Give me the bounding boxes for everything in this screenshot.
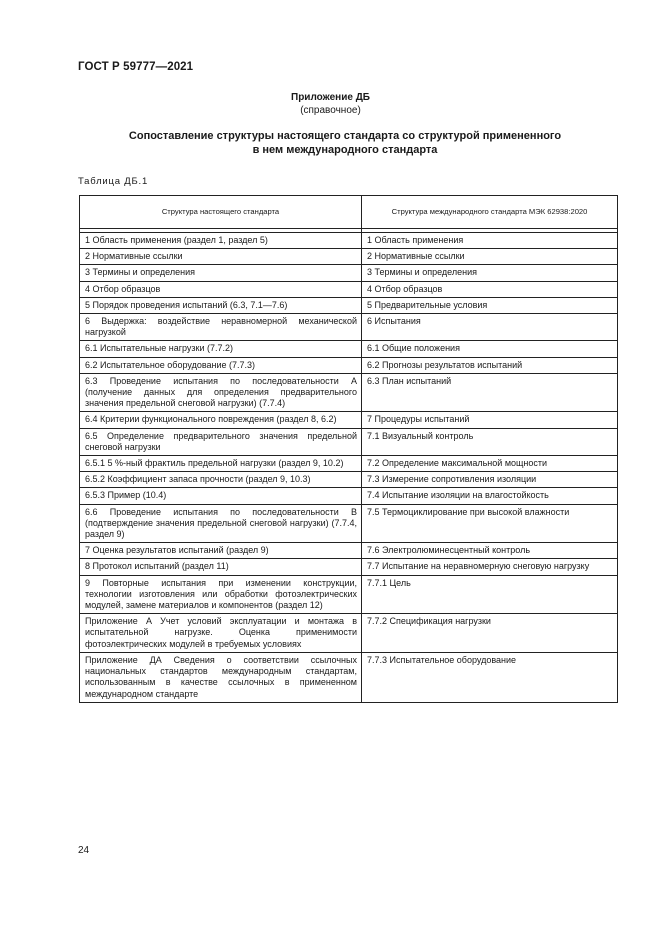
cell-national-section: 6.2 Испытательное оборудование (7.7.3) (80, 357, 362, 373)
table-body (80, 229, 618, 703)
cell-international-section: 7.7.1 Цель (362, 575, 618, 614)
cell-national-section: 6.5.1 5 %-ный фрактиль предельной нагрузки (раздел 9, 10.2) (80, 456, 362, 472)
cell-international-section: 7.3 Измерение сопротивления изоляции (362, 472, 618, 488)
table-row (80, 652, 618, 702)
table-row (80, 472, 618, 488)
cell-international-section: 7.7.2 Спецификация нагрузки (362, 614, 618, 653)
cell-national-section: 6.4 Критерии функционального повреждения (раздел 8, 6.2) (80, 412, 362, 428)
table-row (80, 233, 618, 249)
cell-international-section: 7.2 Определение максимальной мощности (362, 456, 618, 472)
section-title (110, 129, 580, 157)
cell-international-section: 7.4 Испытание изоляции на влагостойкость (362, 488, 618, 504)
cell-national-section: 6.6 Проведение испытания по последовательности В (подтверждение значения предельной снеговой нагрузки) (7.7.4, раздел 9) (80, 504, 362, 543)
table-caption: Таблица ДБ.1 (78, 176, 149, 187)
cell-national-section: 1 Область применения (раздел 1, раздел 5) (80, 233, 362, 249)
cell-international-section: 3 Термины и определения (362, 265, 618, 281)
structure-comparison-table (79, 195, 618, 703)
table-row (80, 373, 618, 412)
cell-national-section: 6.3 Проведение испытания по последовательности А (получение данных для определения предварительного значения предельной снеговой нагрузки) (7.7.4) (80, 373, 362, 412)
table-row (80, 281, 618, 297)
cell-national-section: Приложение А Учет условий эксплуатации и монтажа в испытательной нагрузке. Оценка применимости фотоэлектрических модулей в требуемых условиях (80, 614, 362, 653)
table-row (80, 357, 618, 373)
cell-national-section: 6.5 Определение предварительного значения предельной снеговой нагрузки (80, 428, 362, 455)
table-row (80, 456, 618, 472)
annex-subtitle: (справочное) (300, 105, 361, 116)
cell-international-section: 7 Процедуры испытаний (362, 412, 618, 428)
annex-heading (0, 91, 661, 117)
cell-international-section: 2 Нормативные ссылки (362, 249, 618, 265)
cell-international-section: 4 Отбор образцов (362, 281, 618, 297)
cell-national-section: 5 Порядок проведения испытаний (6.3, 7.1—7.6) (80, 297, 362, 313)
cell-international-section: 7.6 Электролюминесцентный контроль (362, 543, 618, 559)
cell-national-section: 6.1 Испытательные нагрузки (7.7.2) (80, 341, 362, 357)
page-number: 24 (78, 845, 90, 856)
cell-national-section: Приложение ДА Сведения о соответствии ссылочных национальных стандартов международным стандартам, использованным в качестве ссылочных в примененном международном стандарте (80, 652, 362, 702)
cell-national-section: 6 Выдержка: воздействие неравномерной механической нагрузкой (80, 314, 362, 341)
cell-national-section: 3 Термины и определения (80, 265, 362, 281)
document-header: ГОСТ Р 59777—2021 (78, 61, 194, 73)
table-row (80, 504, 618, 543)
cell-national-section: 7 Оценка результатов испытаний (раздел 9) (80, 543, 362, 559)
table-row (80, 488, 618, 504)
table-row (80, 543, 618, 559)
cell-international-section: 7.7 Испытание на неравномерную снеговую нагрузку (362, 559, 618, 575)
cell-international-section: 6 Испытания (362, 314, 618, 341)
table-row (80, 428, 618, 455)
cell-international-section: 1 Область применения (362, 233, 618, 249)
cell-national-section: 4 Отбор образцов (80, 281, 362, 297)
table-row (80, 265, 618, 281)
cell-national-section: 6.5.2 Коэффициент запаса прочности (раздел 9, 10.3) (80, 472, 362, 488)
header-national-standard: Структура настоящего стандарта (80, 196, 362, 229)
section-title-line-1: Сопоставление структуры настоящего стандарта со структурой примененного (128, 130, 562, 142)
cell-international-section: 6.3 План испытаний (362, 373, 618, 412)
cell-international-section: 7.1 Визуальный контроль (362, 428, 618, 455)
table-row (80, 297, 618, 313)
table-row (80, 314, 618, 341)
table-header-row (80, 196, 618, 229)
annex-title: Приложение ДБ (291, 92, 370, 103)
cell-international-section: 5 Предварительные условия (362, 297, 618, 313)
cell-national-section: 9 Повторные испытания при изменении конструкции, технологии изготовления или обработки фотоэлектрических модулей, замене материалов и компонентов (раздел 12) (80, 575, 362, 614)
section-title-line-2: в нем международного стандарта (252, 144, 438, 156)
table-row (80, 249, 618, 265)
cell-international-section: 7.5 Термоциклирование при высокой влажности (362, 504, 618, 543)
table-row (80, 559, 618, 575)
table-row (80, 341, 618, 357)
table-row (80, 575, 618, 614)
cell-international-section: 6.2 Прогнозы результатов испытаний (362, 357, 618, 373)
header-international-standard: Структура международного стандарта МЭК 62938:2020 (362, 196, 618, 229)
cell-international-section: 7.7.3 Испытательное оборудование (362, 652, 618, 702)
table-row (80, 614, 618, 653)
cell-international-section: 6.1 Общие положения (362, 341, 618, 357)
cell-national-section: 6.5.3 Пример (10.4) (80, 488, 362, 504)
cell-national-section: 8 Протокол испытаний (раздел 11) (80, 559, 362, 575)
table-row (80, 412, 618, 428)
cell-national-section: 2 Нормативные ссылки (80, 249, 362, 265)
